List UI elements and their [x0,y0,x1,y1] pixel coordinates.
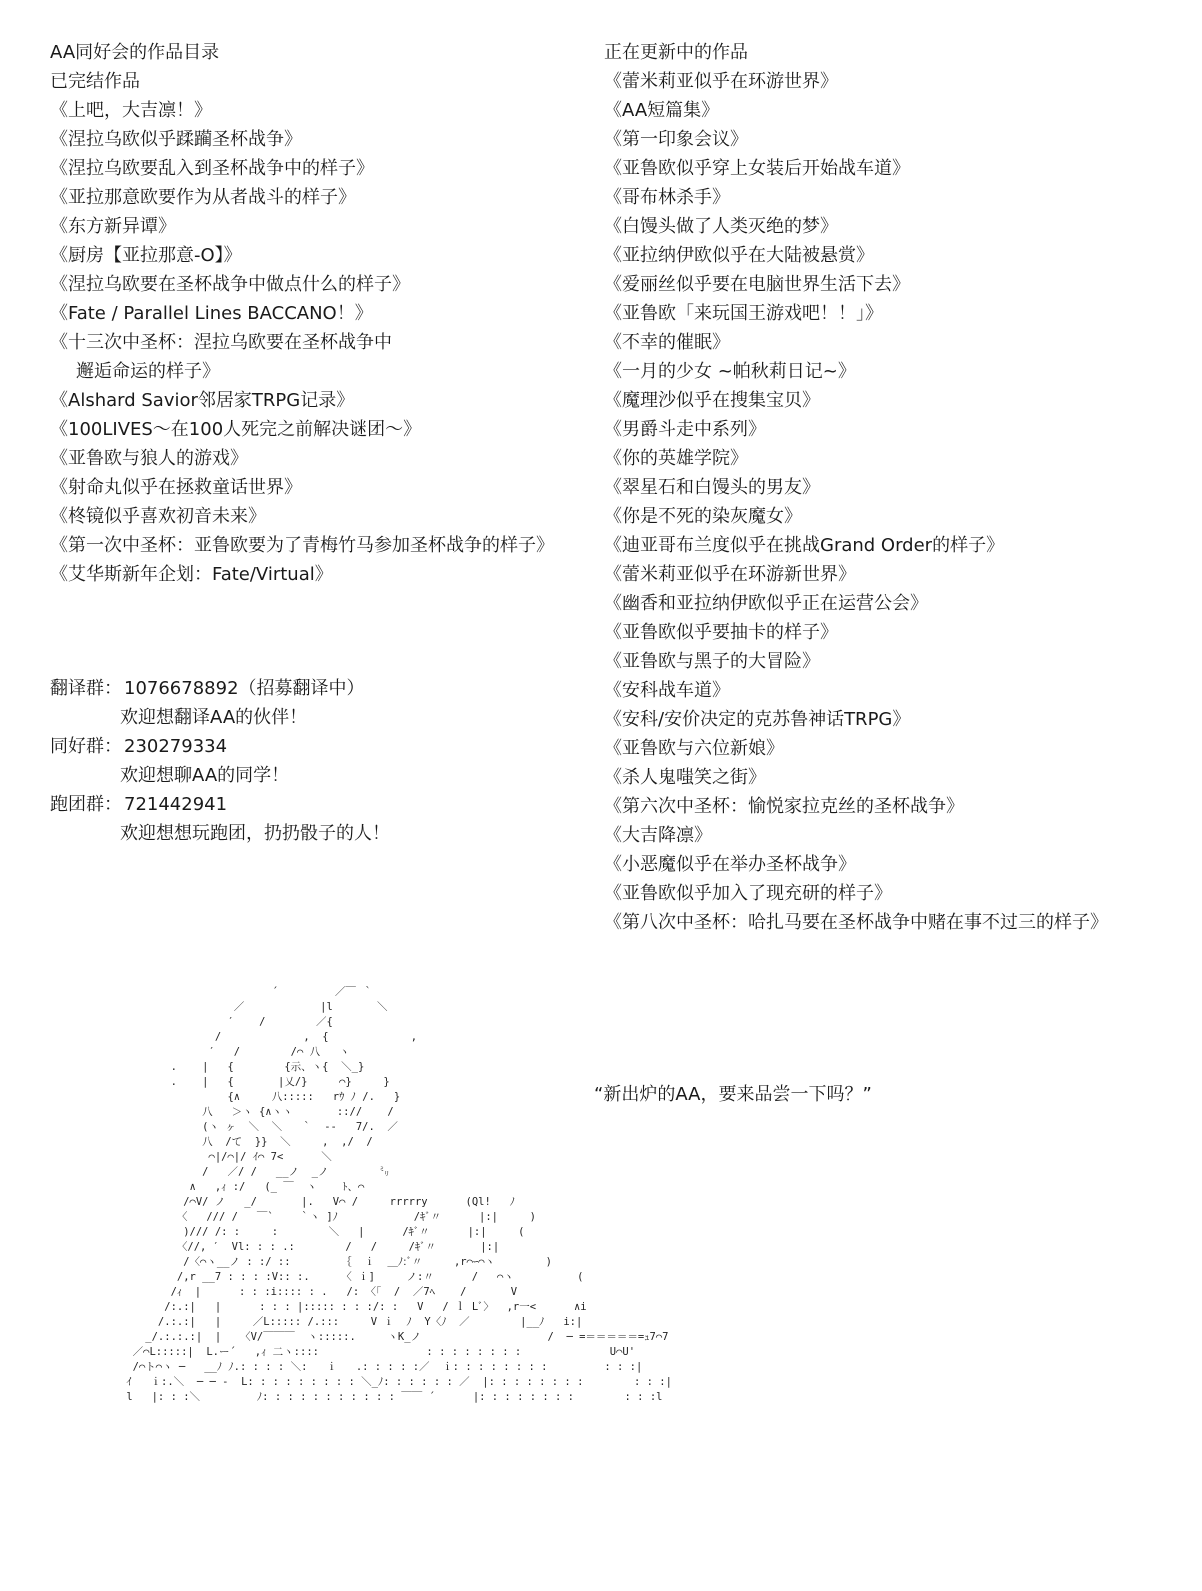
completed-list [50,96,590,589]
ongoing-work-item: 《男爵斗走中系列》 [604,419,766,440]
completed-work-item: 《涅拉乌欧要乱入到圣杯战争中的样子》 [50,158,374,179]
ongoing-work-item: 《魔理沙似乎在搜集宝贝》 [604,390,820,411]
ongoing-work-item: 《一月的少女 ~帕秋莉日记~》 [604,361,856,382]
ongoing-work-item: 《翠星石和白馒头的男友》 [604,477,820,498]
completed-work-item: 《射命丸似乎在拯救童话世界》 [50,477,302,498]
ongoing-work-item: 《亚鲁欧似乎加入了现充研的样子》 [604,883,892,904]
ongoing-work-item: 《白馒头做了人类灭绝的梦》 [604,216,838,237]
ongoing-work-item: 《第一印象会议》 [604,129,748,150]
ongoing-work-item: 《AA短篇集》 [604,100,720,121]
ongoing-work-item: 《杀人鬼嗤笑之街》 [604,767,766,788]
catalog-header: AA同好会的作品目录 [50,42,220,63]
completed-work-item: 《厨房【亚拉那意-O】》 [50,245,242,266]
ongoing-work-item: 《亚鲁欧与六位新娘》 [604,738,784,759]
ongoing-section-title: 正在更新中的作品 [604,42,748,63]
completed-work-item: 邂逅命运的样子》 [76,361,220,382]
ongoing-work-item: 《亚鲁欧「来玩国王游戏吧！！」》 [604,303,883,324]
ongoing-work-item: 《蕾米莉亚似乎在环游世界》 [604,71,838,92]
completed-work-item: 《Alshard Savior邻居家TRPG记录》 [50,390,355,411]
ongoing-work-item: 《亚鲁欧与黑子的大冒险》 [604,651,820,672]
completed-work-item: 《涅拉乌欧似乎蹂躏圣杯战争》 [50,129,302,150]
ongoing-work-item: 《第六次中圣杯：愉悦家拉克丝的圣杯战争》 [604,796,964,817]
group-number: 1076678892（招募翻译中） [124,678,365,699]
ongoing-work-item: 《爱丽丝似乎要在电脑世界生活下去》 [604,274,910,295]
completed-work-item: 《艾华斯新年企划：Fate/Virtual》 [50,564,333,585]
completed-work-item: 《第一次中圣杯：亚鲁欧要为了青梅竹马参加圣杯战争的样子》 [50,535,554,556]
group-row [50,790,390,819]
completed-work-item: 《柊镜似乎喜欢初音未来》 [50,506,266,527]
group-info [50,674,390,848]
ongoing-work-item: 《幽香和亚拉纳伊欧似乎正在运营公会》 [604,593,928,614]
ongoing-work-item: 《安科战车道》 [604,680,730,701]
ongoing-list [604,67,1164,937]
ongoing-work-item: 《哥布林杀手》 [604,187,730,208]
ongoing-work-item: 《你的英雄学院》 [604,448,748,469]
ongoing-work-item: 《蕾米莉亚似乎在环游新世界》 [604,564,856,585]
completed-works-column [50,38,590,589]
ongoing-work-item: 《你是不死的染灰魔女》 [604,506,802,527]
group-note: 欢迎想想玩跑团，扔扔骰子的人！ [120,823,390,844]
group-note: 欢迎想翻译AA的伙伴！ [120,707,308,728]
group-row [50,732,390,761]
ongoing-work-item: 《大吉降凛》 [604,825,712,846]
group-row [50,674,390,703]
completed-work-item: 《涅拉乌欧要在圣杯战争中做点什么的样子》 [50,274,410,295]
completed-work-item: 《亚拉那意欧要作为从者战斗的样子》 [50,187,356,208]
ongoing-work-item: 《第八次中圣杯：哈扎马要在圣杯战争中赌在事不过三的样子》 [604,912,1108,933]
ongoing-work-item: 《不幸的催眠》 [604,332,730,353]
completed-section-title: 已完结作品 [50,71,140,92]
ongoing-work-item: 《亚鲁欧似乎要抽卡的样子》 [604,622,838,643]
completed-work-item: 《亚鲁欧与狼人的游戏》 [50,448,248,469]
completed-work-item: 《东方新异谭》 [50,216,176,237]
ongoing-work-item: 《亚鲁欧似乎穿上女装后开始战车道》 [604,158,910,179]
completed-work-item: 《100LIVES～在100人死完之前解决谜团～》 [50,419,422,440]
completed-work-item: 《Fate / Parallel Lines BACCANO！》 [50,303,373,324]
speech-quote: “新出炉的AA，要来品尝一下吗？” [594,1084,872,1105]
ongoing-work-item: 《安科/安价决定的克苏鲁神话TRPG》 [604,709,911,730]
group-note: 欢迎想聊AA的同学！ [120,765,290,786]
completed-work-item: 《上吧，大吉凛！》 [50,100,212,121]
ascii-art-illustration: ´ ／￣ ｀ ／ |l ＼ ′ / ／{ / , { , ′ / /⌒ 八 ヽ . | { {示、ヽ{ ＼_} . | { |乂/} ⌒} } {∧ 八::::: rｳ ﾉ /. } 八 ＞ヽ {∧ヽヽ ::// / (ヽ ヶ ＼ ＼ ｀ -- 7/. ／ 八 /て }} ＼ , ,/ / ⌒|/⌒|/ ｲ⌒ 7< ＼ / ／/ / __ノ _ノ ㍉ ∧ ,ｨ :/ (_ ￣ ヽ ﾄ、⌒ /⌒V/ ノ _/ |. V⌒ / rrrrry (Ql! ﾉ 〈 /// / ￣` ｀ヽ ]ﾉ /ｷﾞ〃 |:| ) )/// /: : : ＼ | /ｷﾞ〃 |:| ( 〈//, ′ Vl: : : .: / / /ｷﾞ〃 |:| /〈⌒ヽ__ノ : :/ :: ｛ ｉ ＿ﾉ:ﾞ〃 ,r⌒ｰ⌒ヽ ) /,r __7 : : : :V:: :. 〈 ｉ] ノ:〃 / ⌒ヽ ( /ｨ | : : :i:::: : . /: 〈「 / ／7ﾍ / V /:.:| | : : : |::::: : : :/: : V / ｌ Lﾞ〉 ,r一< ∧i /.:.:| | ／L::::: /.::: V ｉ ﾉ Y〈ﾉ ／ |__ﾉ i:| _/.:.:.:| | 〈V/￣￣￣ ヽ:::::. ヽK_ノ / ─ =＝＝＝＝＝=ｭ7⌒7 ／⌒L:::::| L.ー´ ,ｨ 二ヽ:::: : : : : : : : : U⌒U' /⌒ト⌒ヽ ─ __ﾉ ﾉ.: : : : ＼: ｉ .: : : : :／ ｉ: : : : : : : : : : :| ｲ ｉ:.＼ ─ ─ - L: : : : : : : : : ＼_ﾉ: : : : : : ／ |: : : : : : : : : : :| l |: : :＼ ﾉ: : : : : : : : : : : ￣￣ ´ |: : : : : : : : : : :l [126,986,672,1403]
ongoing-works-column [604,38,1164,937]
completed-work-item: 《十三次中圣杯：涅拉乌欧要在圣杯战争中 [50,332,392,353]
group-label: 同好群： [50,736,122,757]
group-number: 230279334 [124,736,228,757]
ongoing-work-item: 《小恶魔似乎在举办圣杯战争》 [604,854,856,875]
group-label: 跑团群： [50,794,122,815]
ongoing-work-item: 《迪亚哥布兰度似乎在挑战Grand Order的样子》 [604,535,1005,556]
group-label: 翻译群： [50,678,122,699]
ongoing-work-item: 《亚拉纳伊欧似乎在大陆被悬赏》 [604,245,874,266]
group-number: 721442941 [124,794,228,815]
